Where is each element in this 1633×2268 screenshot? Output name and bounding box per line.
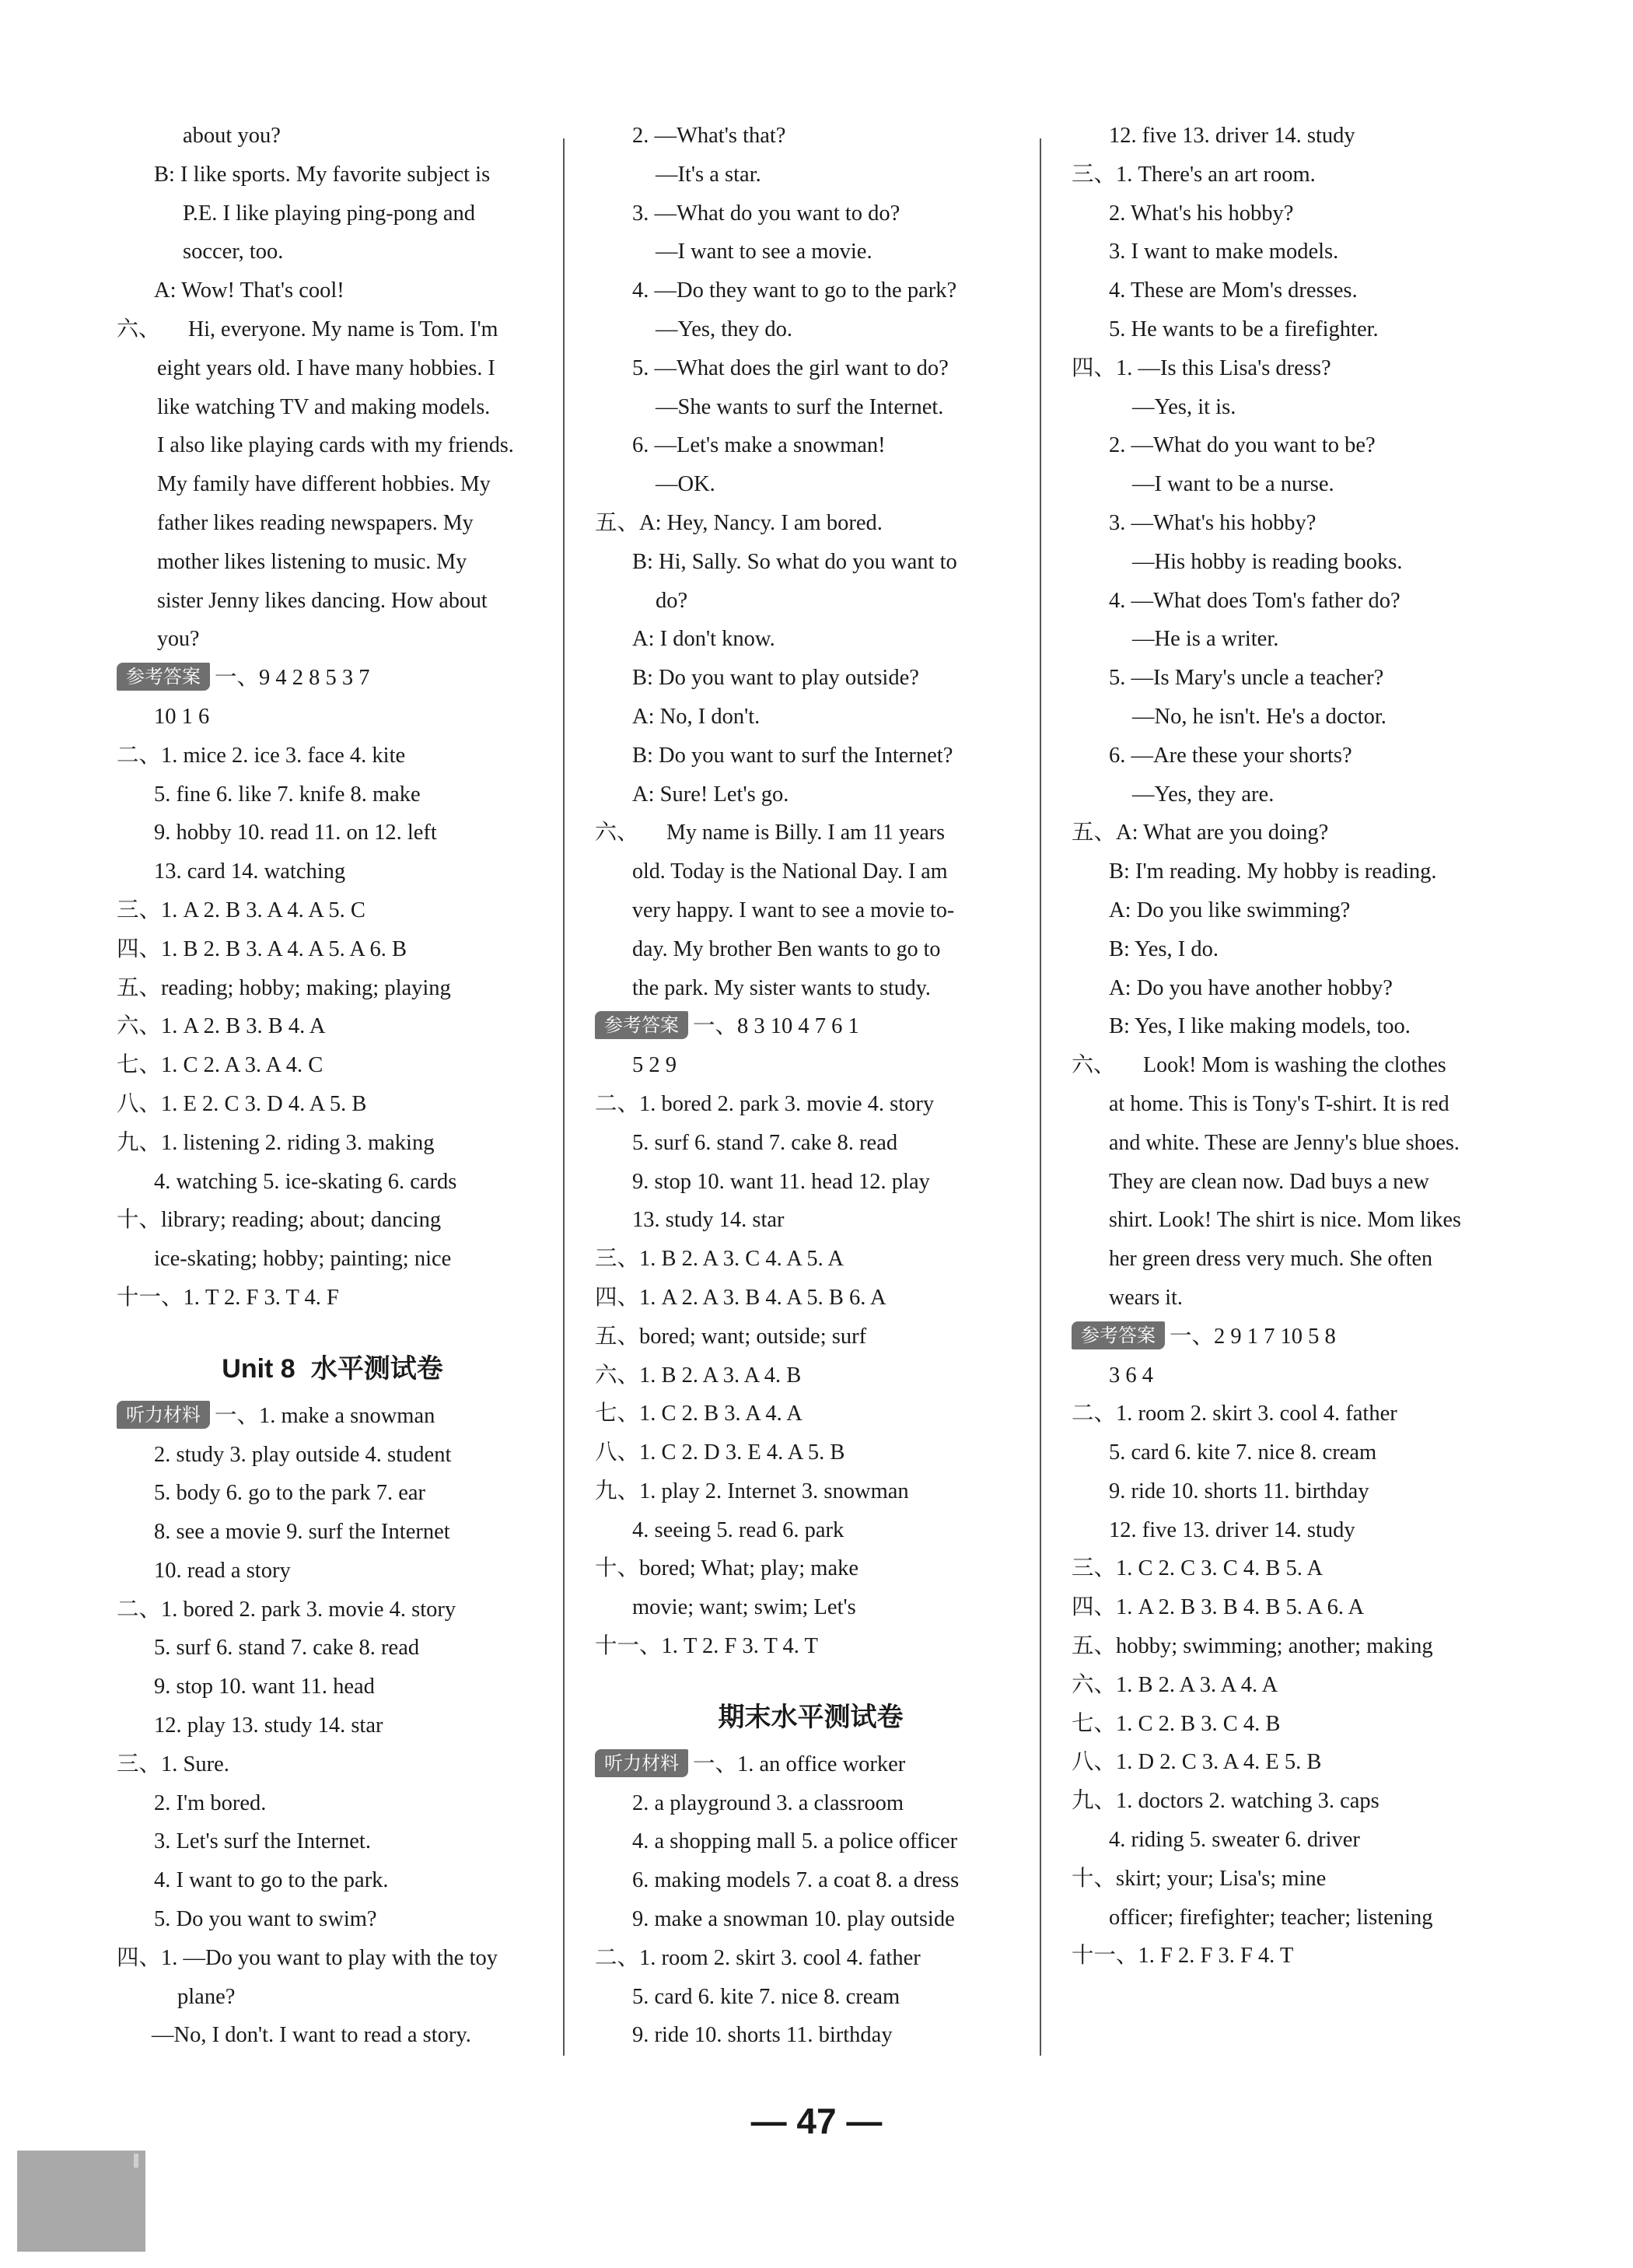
answer-line: 十、library; reading; about; dancing (117, 1208, 442, 1233)
passage-text: old. Today is the National Day. I am (632, 859, 948, 884)
listening-line: 9. make a snowman 10. play outside (632, 1907, 955, 1932)
dialogue-line: 2. What's his hobby? (1109, 201, 1294, 226)
dialogue-line: 5. He wants to be a firefighter. (1109, 317, 1379, 341)
dialogue-line: B: Yes, I like making models, too. (1109, 1014, 1411, 1039)
answer-line: 七、1. C 2. B 3. A 4. A (595, 1402, 803, 1426)
dialogue-line: 五、A: Hey, Nancy. I am bored. (595, 510, 883, 535)
listening-line (117, 1397, 548, 1436)
answer-line: 十、skirt; your; Lisa's; mine (1072, 1866, 1327, 1891)
dialogue-line: 4. —What does Tom's father do? (1109, 588, 1400, 613)
answer-line: 9. stop 10. want 11. head 12. play (632, 1169, 930, 1194)
answer-line: 13. study 14. star (632, 1208, 785, 1233)
passage-line (117, 349, 548, 388)
listening-tag: 听力材料 (117, 1401, 210, 1429)
column-2 (595, 117, 1026, 2050)
listening-line: 8. see a movie 9. surf the Internet (154, 1520, 450, 1545)
dialogue-line: P.E. I like playing ping-pong and (183, 201, 475, 226)
listening-line: 9. stop 10. want 11. head (154, 1675, 375, 1699)
answer-line: 二、1. bored 2. park 3. movie 4. story (595, 1091, 935, 1116)
dialogue-line: 五、A: What are you doing? (1072, 821, 1329, 845)
passage-line (117, 543, 548, 582)
answer-line: 十、bored; What; play; make (595, 1556, 859, 1581)
passage-text: day. My brother Ben wants to go to (632, 936, 941, 961)
answer-line: 四、1. B 2. B 3. A 4. A 5. A 6. B (117, 936, 407, 961)
dialogue-line: B: Yes, I do. (1109, 936, 1219, 961)
passage-line (1072, 1163, 1515, 1202)
dialogue-line: 四、1. —Is this Lisa's dress? (1072, 355, 1331, 380)
answer-line: 六、1. B 2. A 3. A 4. B (595, 1363, 802, 1388)
listening-line: 10. read a story (154, 1558, 291, 1583)
listening-line: 2. a playground 3. a classroom (632, 1790, 904, 1815)
dialogue-line: A: Do you like swimming? (1109, 898, 1351, 922)
answer-line: officer; firefighter; teacher; listening (1109, 1905, 1433, 1930)
passage-text: They are clean now. Dad buys a new (1109, 1169, 1429, 1194)
passage-line (117, 426, 548, 465)
dialogue-line: 3. I want to make models. (1109, 240, 1339, 264)
unit-title-zh: 水平测试卷 (310, 1353, 443, 1384)
dialogue-line: B: Do you want to surf the Internet? (632, 743, 953, 768)
answer-line: 4. watching 5. ice-skating 6. cards (154, 1169, 457, 1194)
dialogue-line: A: Wow! That's cool! (154, 278, 344, 303)
dialogue-line: —I want to see a movie. (656, 240, 872, 264)
listening-line: 三、1. Sure. (117, 1752, 229, 1776)
passage-line (117, 310, 548, 349)
unit-title (117, 1346, 548, 1392)
answer-line (117, 659, 548, 698)
answer-line: 五、bored; want; outside; surf (595, 1324, 867, 1349)
dialogue-line: 三、1. There's an art room. (1072, 162, 1316, 187)
dialogue-line: —She wants to surf the Internet. (656, 394, 944, 419)
dialogue-line: —He is a writer. (1132, 627, 1279, 652)
passage-line (1072, 1201, 1515, 1240)
unit-title-en: Unit 8 (222, 1353, 295, 1384)
passage-text: and white. These are Jenny's blue shoes. (1109, 1130, 1460, 1155)
passage-line (117, 582, 548, 621)
answer-line: 九、1. doctors 2. watching 3. caps (1072, 1789, 1379, 1814)
passage-line (595, 969, 1026, 1008)
passage-text: sister Jenny likes dancing. How about (157, 588, 488, 613)
dialogue-line: —No, he isn't. He's a doctor. (1132, 704, 1386, 729)
dialogue-line: 4. —Do they want to go to the park? (632, 278, 957, 303)
passage-line (1072, 1124, 1515, 1163)
listening-line: 9. ride 10. shorts 11. birthday (632, 2023, 893, 2048)
answer-line: 4. riding 5. sweater 6. driver (1109, 1828, 1360, 1853)
passage-line (1072, 1046, 1515, 1085)
column-divider-1 (563, 138, 565, 2056)
passage-text: the park. My sister wants to study. (632, 975, 931, 1000)
listening-line: 4. a shopping mall 5. a police officer (632, 1829, 958, 1854)
passage-text: shirt. Look! The shirt is nice. Mom likes (1109, 1208, 1461, 1233)
passage-text: My name is Billy. I am 11 years (666, 821, 945, 845)
answer-line: movie; want; swim; Let's (632, 1595, 856, 1620)
answers-tag: 参考答案 (595, 1011, 688, 1039)
passage-text: you? (157, 627, 200, 652)
passage-line (1072, 1085, 1515, 1124)
answer-line: 十一、1. T 2. F 3. T 4. F (117, 1285, 339, 1310)
dialogue-line: do? (656, 588, 688, 613)
answer-line: 四、1. A 2. B 3. B 4. B 5. A 6. A (1072, 1595, 1365, 1620)
passage-text: wears it. (1109, 1285, 1183, 1310)
passage-line (117, 504, 548, 543)
dialogue-line: A: I don't know. (632, 627, 775, 652)
answer-line: 5. fine 6. like 7. knife 8. make (154, 782, 421, 807)
listening-line: plane? (177, 1984, 236, 2009)
answer-line: 十一、1. T 2. F 3. T 4. T (595, 1634, 818, 1659)
dialogue-line: 2. —What's that? (632, 124, 786, 148)
answer-line: 八、1. C 2. D 3. E 4. A 5. B (595, 1440, 845, 1465)
passage-line (595, 814, 1026, 852)
answer-line (1072, 1318, 1515, 1356)
answer-line: 十一、1. F 2. F 3. F 4. T (1072, 1944, 1294, 1969)
passage-line (117, 388, 548, 427)
answer-line: 三、1. C 2. C 3. C 4. B 5. A (1072, 1556, 1324, 1581)
dialogue-line: 6. —Are these your shorts? (1109, 743, 1352, 768)
passage-line (117, 620, 548, 659)
answer-line: 六、1. B 2. A 3. A 4. A (1072, 1672, 1278, 1697)
column-1 (117, 117, 548, 2050)
dialogue-line: —Yes, they do. (656, 317, 793, 341)
listening-line: 5. card 6. kite 7. nice 8. cream (632, 1984, 900, 2009)
answer-line: 3 6 4 (1109, 1363, 1153, 1388)
answer-line: 4. seeing 5. read 6. park (632, 1517, 844, 1542)
listening-line: —No, I don't. I want to read a story. (152, 2023, 471, 2048)
listening-line: 3. Let's surf the Internet. (154, 1829, 371, 1854)
listening-line: 4. I want to go to the park. (154, 1868, 389, 1893)
listening-line: 5. body 6. go to the park 7. ear (154, 1481, 426, 1506)
passage-text: Look! Mom is washing the clothes (1143, 1053, 1446, 1078)
dialogue-line: B: Hi, Sally. So what do you want to (632, 549, 957, 574)
page-number: — 47 — (750, 2101, 883, 2141)
answer-line: 二、1. room 2. skirt 3. cool 4. father (1072, 1402, 1397, 1426)
passage-text: mother likes listening to music. My (157, 549, 467, 574)
dialogue-line: 4. These are Mom's dresses. (1109, 278, 1358, 303)
dialogue-line: 12. five 13. driver 14. study (1109, 124, 1355, 148)
listening-line: 四、1. —Do you want to play with the toy (117, 1945, 498, 1970)
answer-line-text: 一、8 3 10 4 7 6 1 (693, 1014, 859, 1039)
passage-line (595, 930, 1026, 969)
dialogue-line: 6. —Let's make a snowman! (632, 433, 886, 458)
dialogue-line: soccer, too. (183, 240, 284, 264)
dialogue-line: 3. —What's his hobby? (1109, 510, 1317, 535)
dialogue-line: B: I like sports. My favorite subject is (154, 162, 491, 187)
dialogue-line: 5. —Is Mary's uncle a teacher? (1109, 666, 1384, 691)
listening-line: 二、1. bored 2. park 3. movie 4. story (117, 1597, 456, 1622)
answer-line: 二、1. mice 2. ice 3. face 4. kite (117, 743, 406, 768)
answer-line: 10 1 6 (154, 704, 210, 729)
answer-line: 四、1. A 2. A 3. B 4. A 5. B 6. A (595, 1285, 886, 1310)
listening-line: 12. play 13. study 14. star (154, 1713, 383, 1738)
dialogue-line: —OK. (656, 472, 715, 497)
column-divider-2 (1040, 138, 1041, 2056)
dialogue-line: about you? (183, 124, 281, 148)
dialogue-line: —His hobby is reading books. (1132, 549, 1403, 574)
section-label: 六、 (1072, 1053, 1116, 1078)
answer-line: 七、1. C 2. A 3. A 4. C (117, 1053, 323, 1078)
listening-line-text: 一、1. make a snowman (215, 1403, 435, 1428)
dialogue-line: 2. —What do you want to be? (1109, 433, 1376, 458)
listening-tag: 听力材料 (595, 1749, 688, 1777)
answer-line: 九、1. listening 2. riding 3. making (117, 1130, 435, 1155)
passage-line (1072, 1240, 1515, 1279)
dialogue-line: —Yes, they are. (1132, 782, 1275, 807)
dialogue-line: 5. —What does the girl want to do? (632, 355, 949, 380)
answer-line: 三、1. A 2. B 3. A 4. A 5. C (117, 898, 365, 922)
section-label: 六、 (595, 821, 639, 845)
answer-line: 八、1. D 2. C 3. A 4. E 5. B (1072, 1750, 1322, 1775)
answer-line-text: 一、2 9 1 7 10 5 8 (1170, 1324, 1336, 1349)
passage-text: her green dress very much. She often (1109, 1247, 1432, 1272)
answer-line: 九、1. play 2. Internet 3. snowman (595, 1479, 909, 1503)
answers-tag: 参考答案 (117, 663, 210, 691)
answer-line: 三、1. B 2. A 3. C 4. A 5. A (595, 1247, 844, 1272)
answer-line: 5 2 9 (632, 1053, 677, 1078)
dialogue-line: A: No, I don't. (632, 704, 761, 729)
passage-text: at home. This is Tony's T-shirt. It is red (1109, 1091, 1449, 1116)
listening-line: 2. I'm bored. (154, 1790, 267, 1815)
listening-line: 二、1. room 2. skirt 3. cool 4. father (595, 1945, 921, 1970)
dialogue-line: —I want to be a nurse. (1132, 472, 1334, 497)
answer-line: 八、1. E 2. C 3. D 4. A 5. B (117, 1091, 367, 1116)
column-3 (1072, 117, 1515, 2050)
dialogue-line: B: Do you want to play outside? (632, 666, 919, 691)
dialogue-line: —It's a star. (656, 162, 761, 187)
passage-line (1072, 1279, 1515, 1318)
answers-tag: 参考答案 (1072, 1321, 1165, 1349)
dialogue-line: A: Do you have another hobby? (1109, 975, 1393, 1000)
answer-line-text: 一、9 4 2 8 5 3 7 (215, 666, 370, 691)
listening-line-text: 一、1. an office worker (693, 1752, 906, 1776)
answer-line: 9. ride 10. shorts 11. birthday (1109, 1479, 1369, 1503)
passage-text: eight years old. I have many hobbies. I (157, 355, 495, 380)
corner-block (17, 2151, 145, 2252)
listening-line (595, 1745, 1026, 1784)
answer-line: 9. hobby 10. read 11. on 12. left (154, 821, 437, 845)
answer-line: ice-skating; hobby; painting; nice (154, 1247, 452, 1272)
answer-line (595, 1007, 1026, 1046)
listening-line: 2. study 3. play outside 4. student (154, 1442, 452, 1467)
passage-text: My family have different hobbies. My (157, 472, 491, 497)
dialogue-line: A: Sure! Let's go. (632, 782, 789, 807)
answer-line: 五、reading; hobby; making; playing (117, 975, 451, 1000)
dialogue-line: 3. —What do you want to do? (632, 201, 900, 226)
final-title: 期末水平测试卷 (718, 1701, 904, 1733)
answer-line: 五、hobby; swimming; another; making (1072, 1634, 1433, 1659)
answer-line: 12. five 13. driver 14. study (1109, 1517, 1355, 1542)
passage-line (595, 891, 1026, 930)
dialogue-line: B: I'm reading. My hobby is reading. (1109, 859, 1437, 884)
passage-text: I also like playing cards with my friends. (157, 433, 514, 458)
answer-line: 5. surf 6. stand 7. cake 8. read (632, 1130, 898, 1155)
passage-line (117, 465, 548, 504)
passage-text: very happy. I want to see a movie to- (632, 898, 955, 922)
passage-text: Hi, everyone. My name is Tom. I'm (188, 317, 498, 341)
dialogue-line: —Yes, it is. (1132, 394, 1236, 419)
listening-line: 6. making models 7. a coat 8. a dress (632, 1868, 960, 1893)
passage-text: like watching TV and making models. (157, 394, 491, 419)
passage-line (595, 852, 1026, 891)
listening-line: 5. Do you want to swim? (154, 1907, 377, 1932)
answer-line: 六、1. A 2. B 3. B 4. A (117, 1014, 326, 1039)
listening-line: 5. surf 6. stand 7. cake 8. read (154, 1636, 420, 1661)
answer-line: 13. card 14. watching (154, 859, 346, 884)
section-label: 六、 (117, 317, 161, 341)
answer-line: 七、1. C 2. B 3. C 4. B (1072, 1711, 1281, 1736)
answer-line: 5. card 6. kite 7. nice 8. cream (1109, 1440, 1377, 1465)
passage-text: father likes reading newspapers. My (157, 510, 474, 535)
